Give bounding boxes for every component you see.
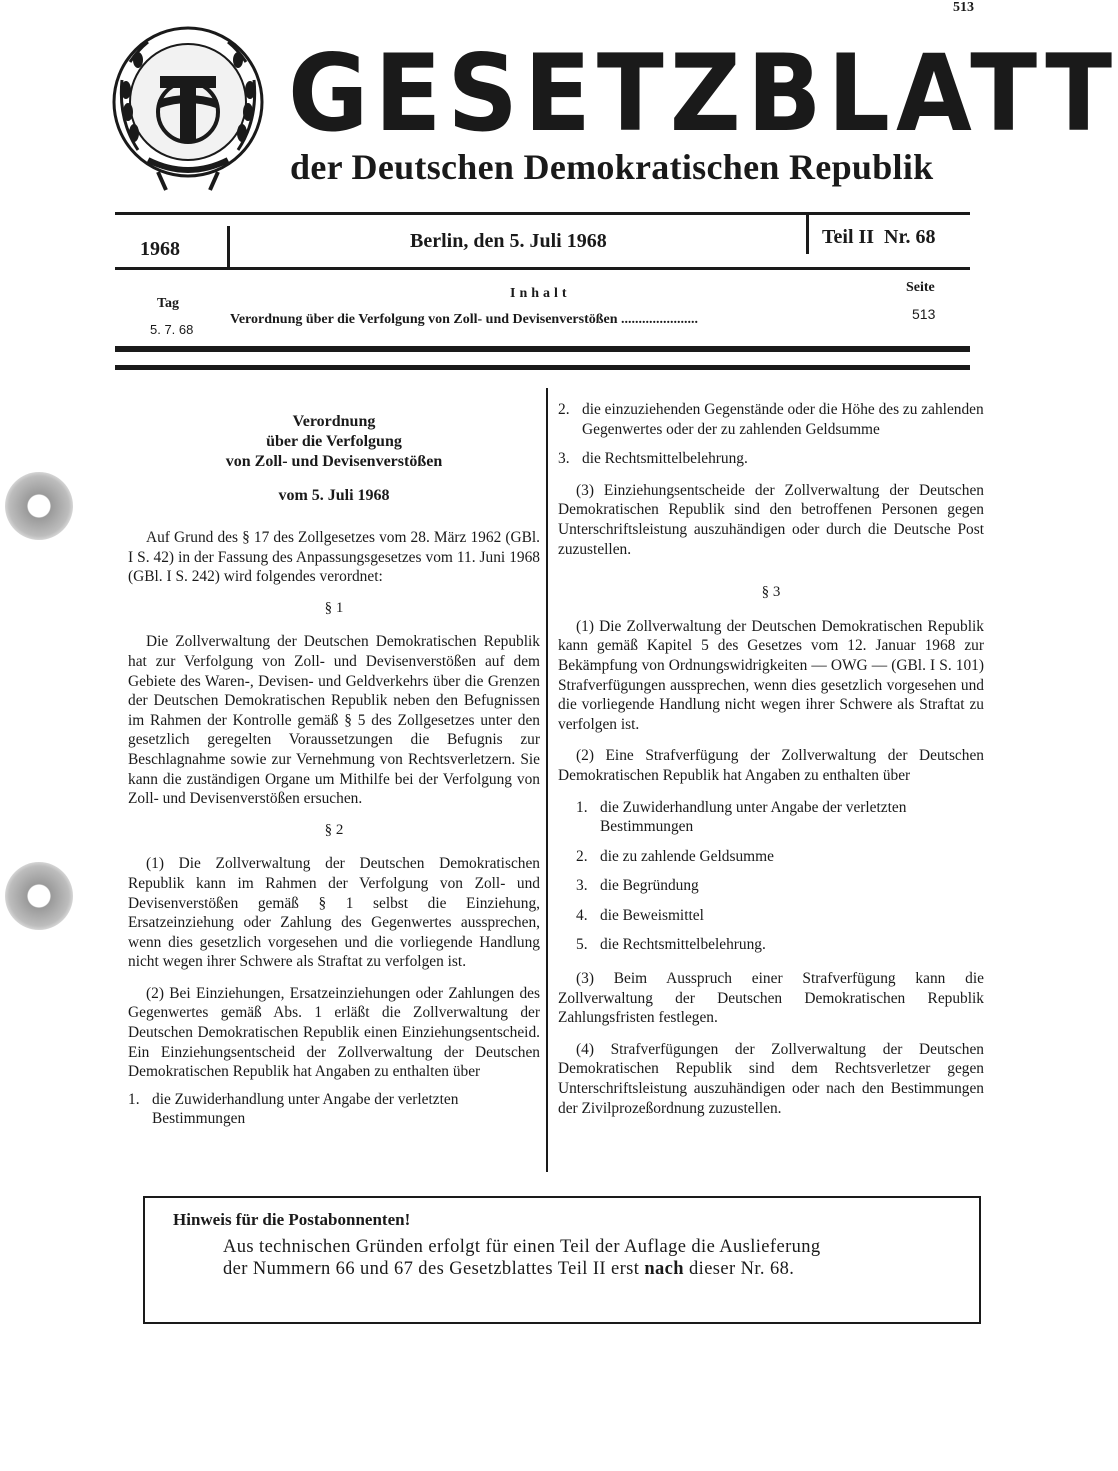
decree-heading <box>128 412 540 472</box>
list-item <box>576 906 984 926</box>
list-item-text: die einzuziehenden Gegenstände oder die Höhe des zu zahlenden Gegenwertes oder der zu zahlenden Geldsumme <box>582 401 984 438</box>
list-item-text: die Beweismittel <box>600 906 704 924</box>
masthead-title: GESETZBLATT <box>288 32 1118 157</box>
left-column <box>128 412 540 1139</box>
preamble: Auf Grund des § 17 des Zollgesetzes vom 28. März 1962 (GBl. I S. 42) in der Fassung des Anpassungsgesetzes vom 11. Juni 1968 (GBl. I S. 242) wird folgendes verordnet: <box>128 529 540 586</box>
column-divider <box>546 388 548 1172</box>
list-item <box>128 1090 540 1129</box>
list-item <box>558 449 984 469</box>
contents-entry-page: 513 <box>912 306 936 322</box>
contents-heading: Inhalt <box>510 286 571 301</box>
section-2-para-1: (1) Die Zollverwaltung der Deutschen Demokratischen Republik kann im Rahmen der Verfolgung von Zoll- und Devisenverstößen gemäß § 1 selbst die Einziehung, Ersatzeinziehung oder Zahlung des Gegenwertes aussprechen, wenn dies gesetzlich vorgesehen und die vorliegende Handlung nicht wegen ihrer Schwere als Straftat zu verfolgen ist. <box>128 855 540 971</box>
section-1-label: § 1 <box>324 599 344 616</box>
list-item-text: die zu zahlende Geldsumme <box>600 847 774 865</box>
section-2-para-2: (2) Bei Einziehungen, Ersatzeinziehungen oder Zahlungen des Gegenwertes gemäß Abs. 1 erläßt die Zollverwaltung der Deutschen Demokratischen Republik einen Einziehungsentscheid. Ein Einziehungsentscheid der Zollverwaltung der Deutschen Demokratischen Republik hat Angaben zu enthalten über <box>128 984 540 1081</box>
list-item-number: 2. <box>576 847 588 865</box>
decree-heading-line-2: über die Verfolgung <box>266 433 402 450</box>
notice-line-2-start: der Nummern 66 und 67 des Gesetzblattes Teil II erst <box>223 1259 640 1279</box>
list-item-text: die Rechtsmittelbelehrung. <box>600 936 766 954</box>
notice-line-1: Aus technischen Gründen erfolgt für einen Teil der Auflage die Auslieferung <box>223 1237 821 1257</box>
section-3-para-4: (4) Strafverfügungen der Zollverwaltung der Deutschen Demokratischen Republik sind dem Rechtsverletzer gegen Unterschriftsleistung auszuhändigen oder nach den Bestimmungen der Zivilprozeßordnung zuzustellen. <box>558 1040 984 1117</box>
contents-entry-title: Verordnung über die Verfolgung von Zoll- und Devisenverstößen ...................... <box>230 312 699 327</box>
section-3-label: § 3 <box>761 584 781 601</box>
contents-page-label: Seite <box>906 280 935 295</box>
punch-hole-top <box>5 472 73 540</box>
notice-line-2 <box>223 1258 979 1280</box>
issue-year: 1968 <box>140 238 180 260</box>
list-item <box>576 876 984 896</box>
list-item <box>576 798 984 837</box>
list-item <box>558 400 984 439</box>
header-rule-top <box>115 212 970 215</box>
list-item-text: die Zuwiderhandlung unter Angabe der verletzten Bestimmungen <box>600 798 907 836</box>
page-number: 513 <box>953 0 974 15</box>
section-3-para-3: (3) Beim Ausspruch einer Strafverfügung kann die Zollverwaltung der Deutschen Demokratischen Republik Zahlungsfristen festlegen. <box>558 970 984 1027</box>
punch-hole-bottom <box>5 862 73 930</box>
list-item-number: 5. <box>576 936 588 954</box>
list-item-number: 3. <box>576 877 588 895</box>
issue-number: Teil II Nr. 68 <box>822 226 936 248</box>
header-rule-bottom <box>115 267 970 270</box>
state-emblem <box>108 20 268 194</box>
section-3-para-1: (1) Die Zollverwaltung der Deutschen Demokratischen Republik kann gemäß Kapitel 5 des Gesetzes vom 12. Januar 1968 zur Bekämpfung von Ordnungswidrigkeiten — OWG — (GBl. I S. 101) Strafverfügungen aussprechen, wenn dies gesetzlich vorgesehen und die vorliegende Handlung nicht wegen ihrer Schwere als Straftat zu verfolgen ist. <box>558 617 984 733</box>
list-item-number: 3. <box>558 450 570 468</box>
place-date: Berlin, den 5. Juli 1968 <box>410 230 607 252</box>
header-divider-right <box>806 214 809 254</box>
section-1-text: Die Zollverwaltung der Deutschen Demokratischen Republik hat zur Verfolgung von Zoll- und Devisenverstößen auf dem Gebiete des Waren-, Devisen- und Geldverkehrs über die Grenzen der Deutschen Demokratischen Republik neben den Befugnissen im Rahmen der Kontrolle gemäß § 5 des Zollgesetzes unter den gesetzlich geregelten Voraussetzungen die Befugnis zur Beschlagnahme sowie zur Vernehmung von Rechtsverletzern. Sie kann die zuständigen Organe um Mithilfe bei der Verfolgung von Zoll- und Devisenverstößen ersuchen. <box>128 633 540 808</box>
list-item <box>576 847 984 867</box>
section-2-label: § 2 <box>324 821 344 838</box>
list-item-text: die Rechtsmittelbelehrung. <box>582 450 748 468</box>
notice-line-2-end: dieser Nr. 68. <box>689 1259 795 1279</box>
section-3-list <box>576 798 984 956</box>
list-item-number: 4. <box>576 906 588 924</box>
right-column <box>558 400 984 1130</box>
notice-box <box>143 1196 981 1324</box>
section-2-para-3: (3) Einziehungsentscheide der Zollverwaltung der Deutschen Demokratischen Republik sind den betroffenen Personen gegen Unterschriftsleistung auszuhändigen oder durch die Deutsche Post zuzustellen. <box>558 481 984 558</box>
masthead-subtitle: der Deutschen Demokratischen Republik <box>290 147 934 187</box>
contents-separator <box>115 346 970 352</box>
notice-body <box>223 1236 979 1280</box>
decree-heading-line-3: von Zoll- und Devisenverstößen <box>225 453 443 470</box>
header-divider-left <box>227 226 230 270</box>
contents-entry-date: 5. 7. 68 <box>150 322 194 337</box>
list-item-number: 2. <box>558 401 570 418</box>
decree-date: vom 5. Juli 1968 <box>278 487 390 504</box>
notice-line-2-emphasis: nach <box>644 1259 684 1279</box>
notice-title: Hinweis für die Postabonnenten! <box>173 1210 411 1229</box>
list-item-text: die Begründung <box>600 877 699 895</box>
list-item-text: die Zuwiderhandlung unter Angabe der verletzten Bestimmungen <box>152 1090 459 1128</box>
contents-day-label: Tag <box>157 296 180 311</box>
section-3-para-2: (2) Eine Strafverfügung der Zollverwaltung der Deutschen Demokratischen Republik hat Angaben zu enthalten über <box>558 747 984 784</box>
decree-heading-line-1: Verordnung <box>292 413 376 430</box>
list-item-number: 1. <box>128 1090 140 1108</box>
list-item <box>576 935 984 955</box>
list-item-number: 1. <box>576 798 588 816</box>
contents-separator-thin <box>115 365 970 370</box>
